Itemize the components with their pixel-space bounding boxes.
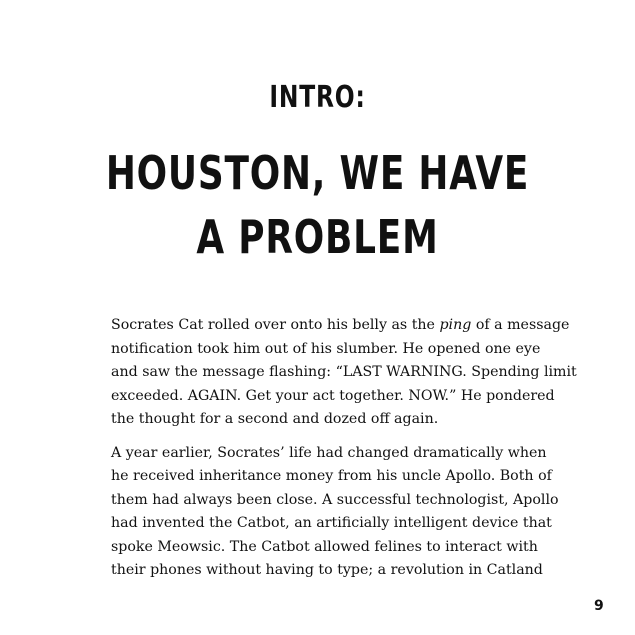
body-text xyxy=(111,314,577,593)
chapter-kicker: INTRO: xyxy=(269,80,366,115)
emphasis-ping: ping xyxy=(439,317,472,333)
text-line: had invented the Catbot, an artificially intelligent device that xyxy=(111,515,552,531)
text-line: the thought for a second and dozed off again. xyxy=(111,411,439,427)
text-line: Socrates Cat rolled over onto his belly as the ping of a message xyxy=(111,317,570,333)
text-line: and saw the message flashing: “LAST WARNING. Spending limit xyxy=(111,364,577,380)
text-line: notification took him out of his slumber. He opened one eye xyxy=(111,340,541,357)
paragraph-2 xyxy=(111,442,559,583)
page-number: 9 xyxy=(594,598,604,614)
text-line: exceeded. AGAIN. Get your act together. NOW.” He pondered xyxy=(111,387,555,404)
text-line: he received inheritance money from his uncle Apollo. Both of xyxy=(111,468,552,484)
text-line: A year earlier, Socrates’ life had changed dramatically when xyxy=(111,444,547,461)
chapter-title-line-1: HOUSTON, WE HAVE xyxy=(105,146,530,200)
chapter-title-line-2: A PROBLEM xyxy=(196,210,439,264)
text-line: them had always been close. A successful technologist, Apollo xyxy=(111,491,559,508)
paragraph-1 xyxy=(111,314,577,432)
text-line: spoke Meowsic. The Catbot allowed felines to interact with xyxy=(111,538,538,555)
text-line: their phones without having to type; a revolution in Catland xyxy=(111,562,543,578)
